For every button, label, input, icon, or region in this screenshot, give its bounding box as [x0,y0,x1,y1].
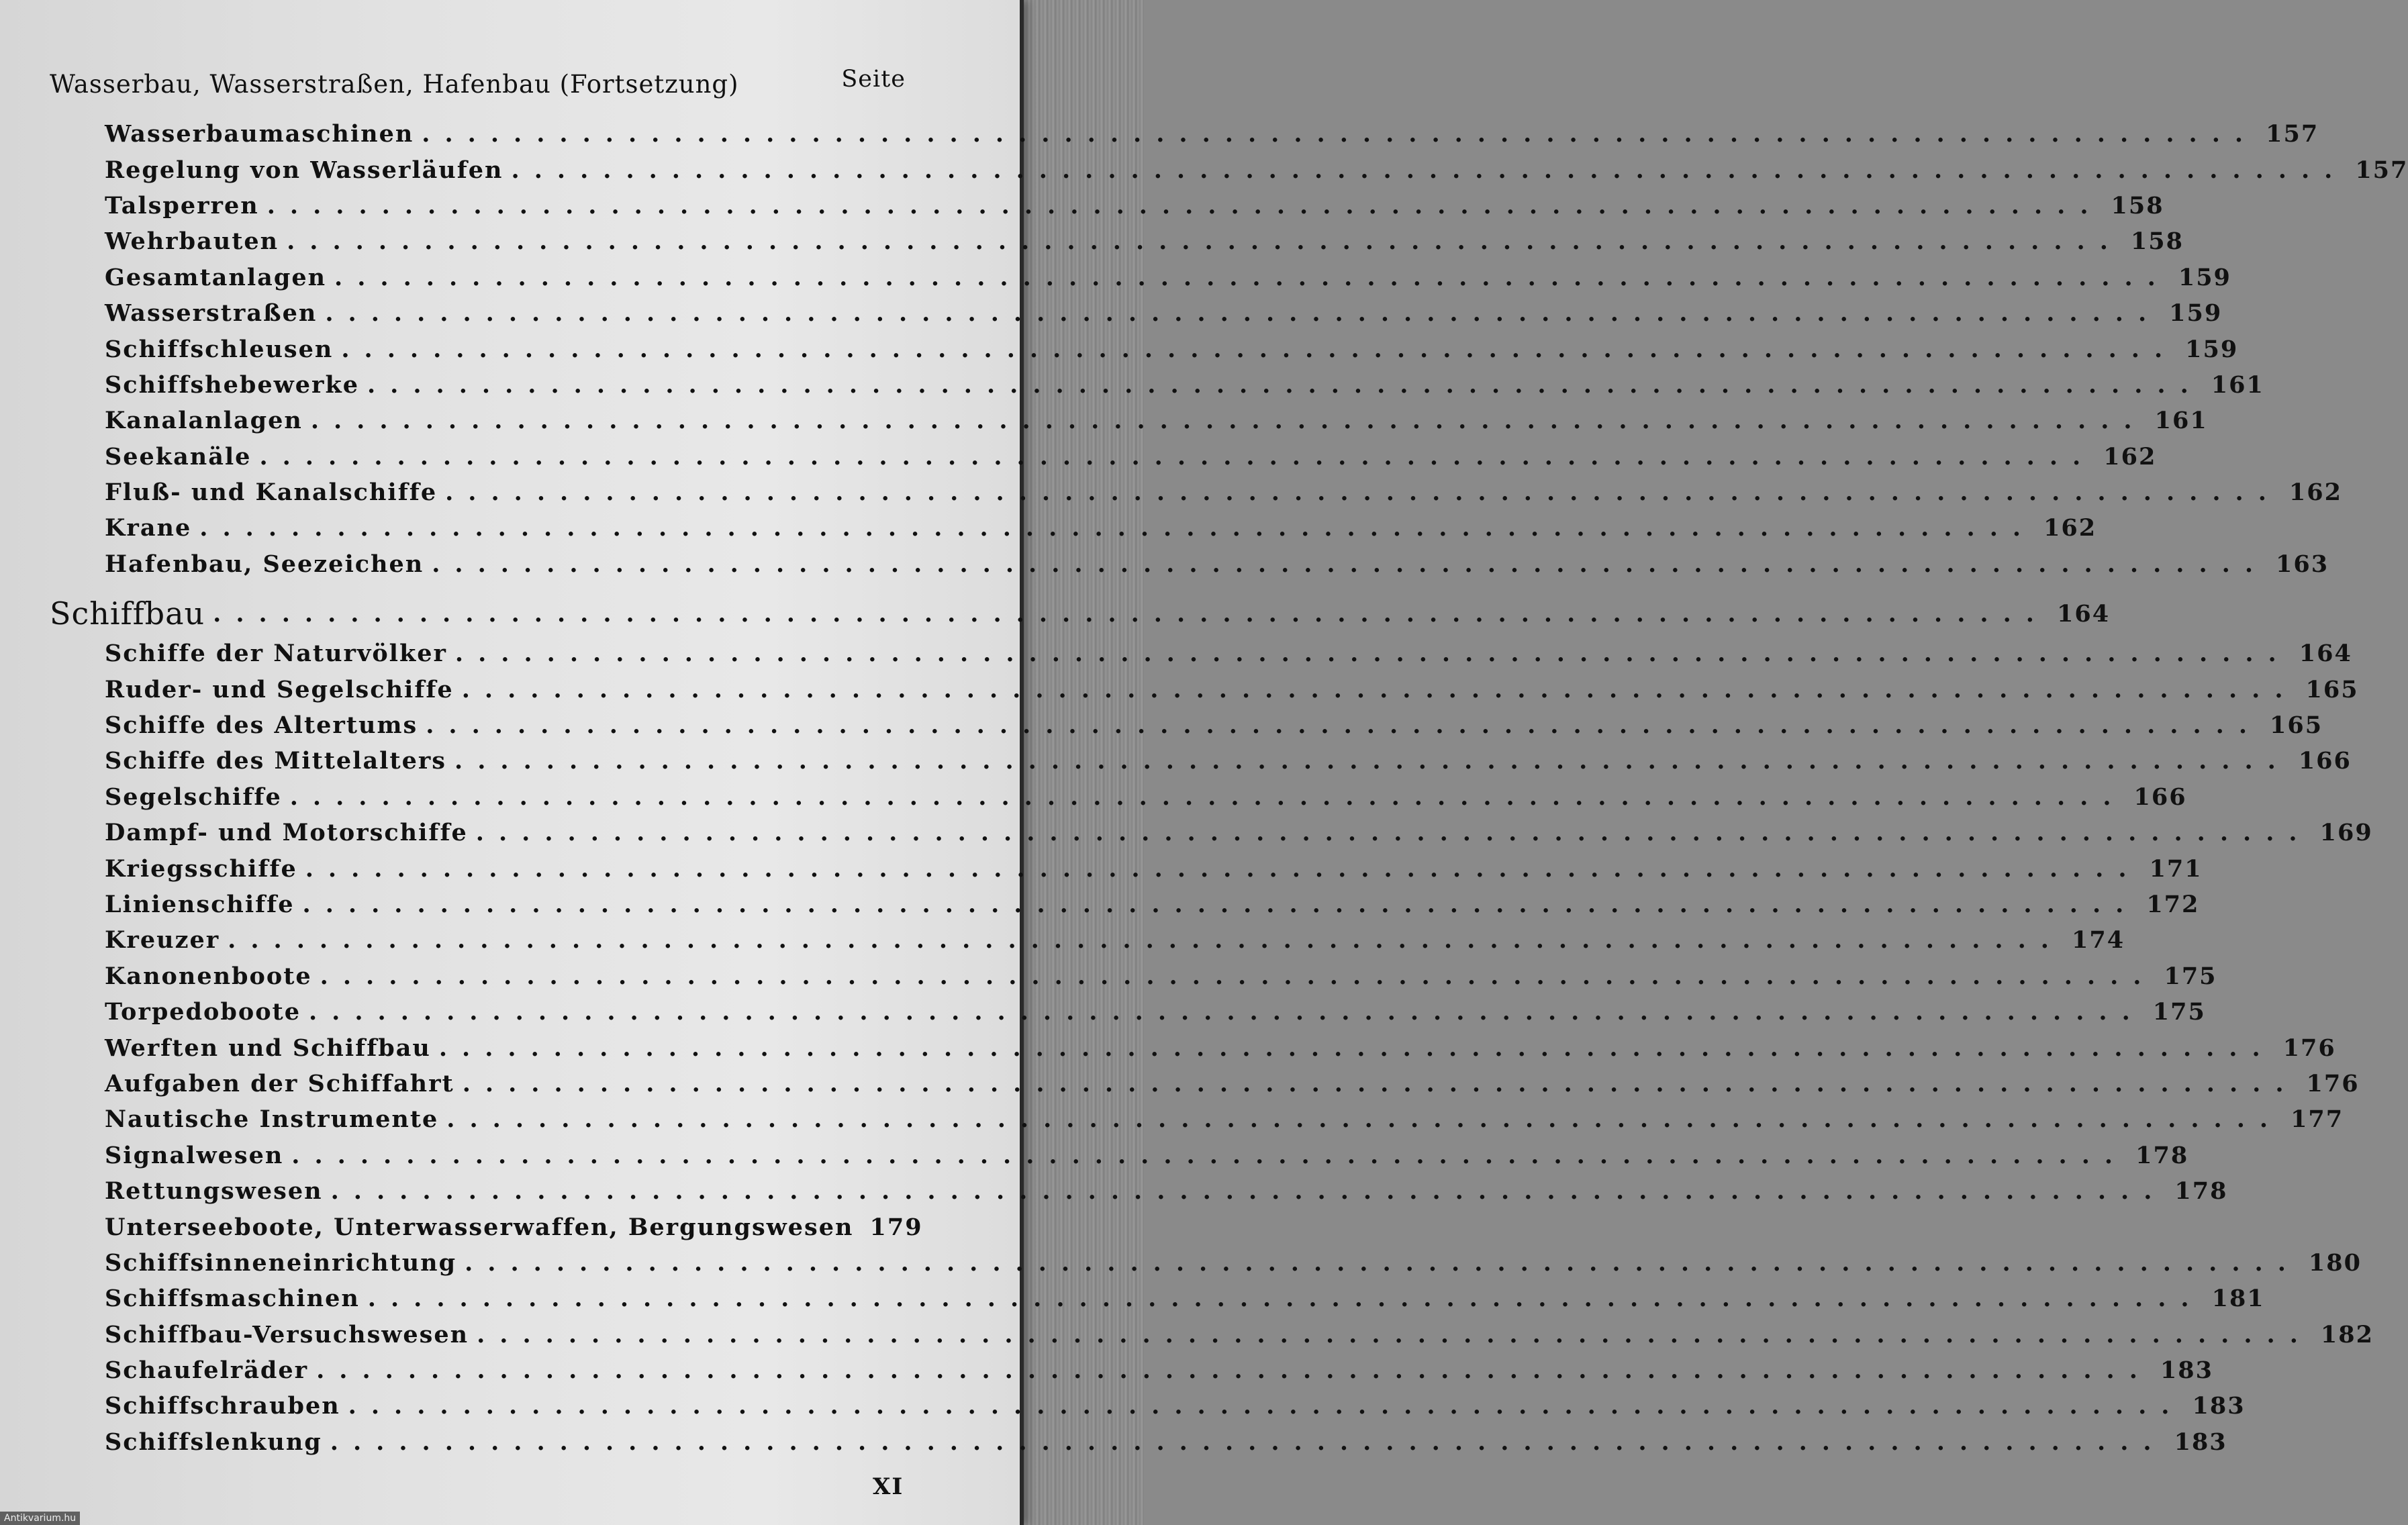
dot-leader: ................................................................................ [259,442,2096,471]
toc-entry-label: Kanalanlagen [105,407,303,435]
toc-entry-page: 183 [2174,1428,2227,1456]
dot-leader: ................................................................................ [287,228,2123,256]
toc-entry [50,1173,2228,1209]
toc-entry-page: 164 [2299,640,2352,668]
dot-leader: ................................................................................ [341,335,2178,363]
dot-leader: ................................................................................ [305,854,2141,883]
toc-entry-page: 183 [2192,1392,2246,1420]
dot-leader: ................................................................................ [213,599,2049,628]
toc-entry-page: 177 [2291,1105,2344,1134]
toc-entry [50,224,2184,259]
toc-header [50,66,906,106]
toc-entry-label: Wasserstraßen [105,299,318,328]
toc-entry-label: Seekanäle [105,442,252,471]
toc-entry-label: Linienschiffe [105,891,295,918]
dot-leader: ................................................................................ [461,675,2298,703]
toc-entry-page: 176 [2306,1069,2360,1097]
toc-entry-label: Nautische Instrumente [105,1105,439,1134]
dot-leader: ................................................................................ [475,819,2312,847]
toc-entry [50,636,2352,671]
toc-entry-page: 171 [2149,854,2203,883]
toc-entry-label: Schiffsinneneinrichtung [105,1248,457,1277]
dot-leader: ................................................................................ [348,1392,2184,1420]
toc-entry [50,1209,923,1244]
table-of-contents [50,116,2408,1460]
toc-entry [50,887,2200,922]
dot-leader: ................................................................................ [291,1141,2128,1169]
toc-entry [50,1030,2336,1065]
toc-entry [50,367,2264,403]
page-number: XI [873,1473,904,1500]
toc-entry-label: Aufgaben der Schiffahrt [105,1069,454,1097]
toc-entry-page: 162 [2289,479,2342,507]
section-heading-row [50,591,2111,636]
toc-entry-page: 183 [2160,1357,2213,1385]
dot-leader: ................................................................................ [426,711,2262,740]
toc-entry [50,1101,2344,1137]
dot-leader: ................................................................................ [267,191,2103,219]
toc-entry-label: Schiffsmaschinen [105,1285,360,1313]
toc-entry [50,671,2359,707]
dot-leader: ................................................................................ [511,156,2348,184]
toc-entry-label: Schaufelräder [105,1357,309,1385]
dot-leader: ................................................................................ [422,120,2258,148]
toc-entry-page: 181 [2211,1285,2265,1313]
dot-leader: ................................................................................ [334,263,2170,291]
toc-entry-page: 179 [869,1213,923,1241]
toc-entry [50,188,2164,224]
dot-leader: ................................................................................ [462,1069,2299,1097]
toc-entry [50,331,2239,366]
toc-entry-label: Unterseeboote, Unterwasserwaffen, Bergungswesen [105,1213,854,1241]
toc-entry-page: 165 [2270,711,2323,740]
toc-entry-page: 163 [2276,550,2329,578]
toc-entry [50,1066,2360,1101]
toc-entry [50,403,2208,438]
toc-entry-page: 175 [2152,998,2206,1026]
toc-entry-label: Schiffschrauben [105,1392,340,1420]
watermark: Antikvarium.hu [0,1512,80,1525]
toc-entry-page: 174 [2071,926,2125,954]
toc-entry-label: Schiffslenkung [105,1428,322,1456]
toc-entry-label: Wasserbaumaschinen [105,120,414,148]
toc-entry-page: 161 [2211,371,2264,399]
toc-entry-label: Krane [105,514,192,542]
toc-entry [50,958,2217,994]
toc-entry [50,1424,2227,1460]
toc-entry-label: Schiffshebewerke [105,371,359,399]
toc-entry-page: 162 [2043,514,2097,542]
toc-entry-page: 172 [2146,891,2200,918]
toc-entry-page: 178 [2174,1177,2228,1206]
dot-leader: ................................................................................ [454,747,2291,775]
dot-leader: ................................................................................ [330,1177,2167,1206]
toc-entry-label: Werften und Schiffbau [105,1034,431,1062]
toc-entry-page: 157 [2266,120,2319,148]
toc-entry [50,1281,2265,1316]
page-column-label: Seite [841,66,906,93]
toc-entry-label: Torpedoboote [105,998,301,1026]
toc-entry-page: 165 [2305,675,2359,703]
toc-entry [50,546,2329,582]
toc-entry-label: Dampf- und Motorschiffe [105,819,468,847]
toc-entry-page: 176 [2282,1034,2336,1062]
toc-entry [50,295,2223,331]
toc-entry [50,707,2323,743]
toc-entry [50,850,2203,886]
toc-entry [50,510,2097,546]
toc-entry-page: 166 [2298,747,2352,775]
toc-entry [50,475,2342,510]
toc-entry-page: 175 [2164,962,2217,990]
dot-leader: ................................................................................ [432,550,2268,578]
toc-entry-label: Kanonenboote [105,962,312,990]
toc-entry-page: 159 [2169,299,2223,328]
toc-entry-label: Signalwesen [105,1141,284,1169]
dot-leader: ................................................................................ [454,640,2291,668]
toc-entry [50,1388,2246,1424]
toc-entry-label: Kreuzer [105,926,220,954]
toc-entry [50,1138,2189,1173]
dot-leader: ................................................................................ [199,514,2036,542]
dot-leader: ................................................................................ [445,479,2281,507]
dot-leader: ................................................................................ [320,962,2156,990]
dot-leader: ................................................................................ [289,783,2126,811]
toc-entry-label: Ruder- und Segelschiffe [105,675,454,703]
dot-leader: ................................................................................ [308,998,2145,1026]
dot-leader: ................................................................................ [310,407,2147,435]
ship-entries-list [50,636,2374,1460]
toc-entry [50,815,2373,850]
toc-entry [50,439,2157,475]
toc-entry-label: Schiffschleusen [105,335,334,363]
toc-entry-label: Regelung von Wasserläufen [105,156,503,184]
toc-entry-page: 178 [2135,1141,2189,1169]
dot-leader: ................................................................................ [446,1105,2283,1134]
dot-leader: ................................................................................ [438,1034,2275,1062]
toc-entry-label: Rettungswesen [105,1177,323,1206]
dot-leader: ................................................................................ [477,1320,2313,1348]
toc-entry-page: 180 [2308,1248,2362,1277]
toc-entry [50,922,2125,958]
section-heading-page: 164 [2056,599,2111,628]
toc-entry [50,743,2352,779]
toc-entry [50,994,2206,1030]
toc-entry [50,116,2319,152]
toc-entry-label: Segelschiffe [105,783,282,811]
continued-section-title: Wasserbau, Wasserstraßen, Hafenbau (Fortsetzung) [50,70,739,99]
dot-leader: ................................................................................ [228,926,2064,954]
toc-entry-page: 159 [2178,263,2231,291]
toc-entry [50,779,2187,815]
toc-entry-page: 157 [2355,156,2408,184]
toc-entry-label: Gesamtanlagen [105,263,327,291]
dot-leader: ................................................................................ [465,1248,2301,1277]
toc-entry [50,260,2231,295]
toc-entry [50,1352,2213,1388]
water-entries-list [50,116,2408,582]
toc-entry [50,152,2408,187]
dot-leader: ................................................................................ [325,299,2162,328]
toc-entry-label: Schiffe des Mittelalters [105,747,447,775]
toc-entry-page: 162 [2103,442,2157,471]
toc-entry-label: Schiffbau-Versuchswesen [105,1320,469,1348]
toc-entry-page: 159 [2185,335,2239,363]
dot-leader: ................................................................................ [367,1285,2204,1313]
dot-leader: ................................................................................ [302,891,2139,918]
toc-entry-label: Schiffe der Naturvölker [105,640,447,668]
toc-entry-page: 161 [2154,407,2208,435]
toc-entry-page: 166 [2133,783,2187,811]
toc-entry-page: 158 [2111,191,2164,219]
toc-entry-page: 158 [2130,228,2184,256]
section-heading-label: Schiffbau [50,595,205,632]
toc-entry-page: 169 [2319,819,2373,847]
dot-leader: ................................................................................ [330,1428,2166,1456]
toc-entry [50,1245,2362,1281]
toc-entry-label: Talsperren [105,191,259,219]
toc-entry-label: Wehrbauten [105,228,279,256]
toc-entry-label: Hafenbau, Seezeichen [105,550,424,578]
toc-entry-label: Schiffe des Altertums [105,711,418,740]
toc-entry [50,1317,2374,1352]
dot-leader: ................................................................................ [367,371,2203,399]
toc-entry-page: 182 [2320,1320,2374,1348]
toc-entry-label: Kriegsschiffe [105,854,297,883]
toc-entry-label: Fluß- und Kanalschiffe [105,479,438,507]
dot-leader: ................................................................................ [316,1357,2152,1385]
